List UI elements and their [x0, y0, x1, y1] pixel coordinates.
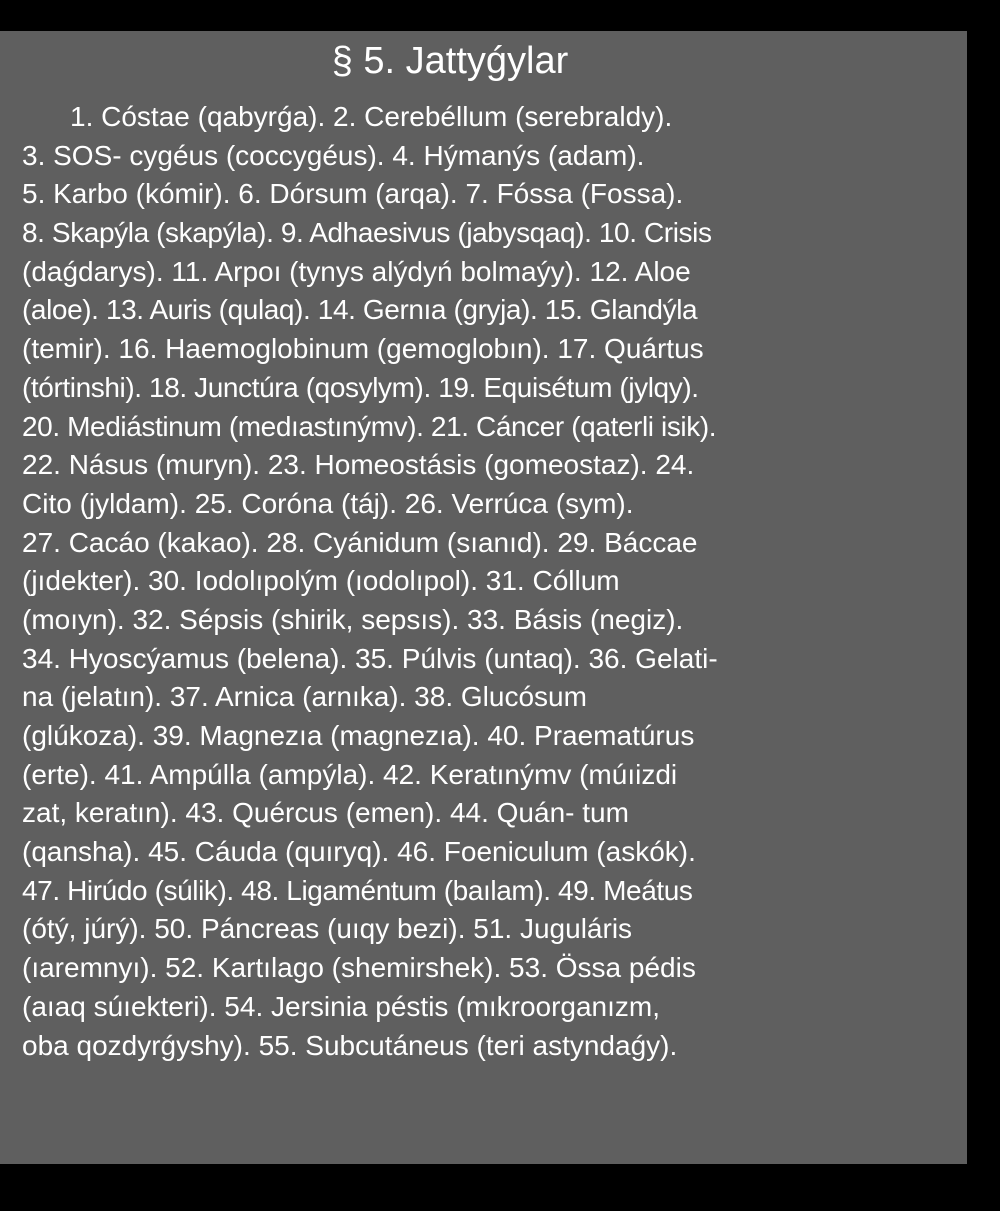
text-line-21: 47. Hirúdo (súlik). 48. Ligaméntum (baılam). 49. Meátus — [22, 874, 693, 906]
text-line-5: (daǵdarys). 11. Arpoı (tynys alýdyń bolmaýy). 12. Aloe — [22, 255, 691, 287]
text-line-1: 1. Cóstae (qabyrǵa). 2. Cerebéllum (serebraldy). — [70, 101, 673, 132]
text-line-15: 34. Hyoscýamus (belena). 35. Púlvis (untaq). 36. Gelati- — [22, 642, 718, 674]
text-line-20: (qansha). 45. Cáuda (quıryq). 46. Foeniculum (askók). — [22, 836, 696, 868]
vocabulary-text — [22, 98, 952, 1065]
text-line-17: (glúkoza). 39. Magnezıa (magnezıa). 40. Praematúrus — [22, 720, 695, 751]
text-line-3: 5. Karbo (kómir). 6. Dórsum (arqa). 7. Fóssa (Fossa). — [22, 178, 684, 210]
text-line-11: Cito (jyldam). 25. Coróna (táj). 26. Verrúca (sym). — [22, 487, 634, 519]
text-line-2: 3. SOS- cygéus (coccygéus). 4. Hýmanýs (adam). — [22, 139, 645, 171]
text-line-22: (ótý, júrý). 50. Páncreas (uıqy bezi). 51. Juguláris — [22, 913, 633, 945]
text-line-9: 20. Mediástinum (medıastınýmv). 21. Cáncer (qaterli isik). — [22, 410, 717, 442]
text-line-7: (temir). 16. Haemoglobinum (gemoglobın). 17. Quártus — [22, 333, 704, 365]
text-line-23: (ıaremnyı). 52. Kartılago (shemirshek). 53. Össa pédis — [22, 952, 696, 984]
text-line-12: 27. Cacáo (kakao). 28. Cyánidum (sıanıd). 29. Báccae — [22, 526, 698, 558]
text-line-16: na (jelatın). 37. Arnica (arnıka). 38. Glucósum — [22, 681, 587, 713]
right-edge-strip — [975, 0, 1000, 1211]
text-line-6: (aloe). 13. Auris (qulaq). 14. Gernıa (gryja). 15. Glandýla — [22, 294, 698, 326]
text-line-10: 22. Násus (muryn). 23. Homeostásis (gomeostaz). 24. — [22, 449, 695, 481]
text-line-19: zat, keratın). 43. Quércus (emen). 44. Quán- tum — [22, 797, 629, 829]
text-line-8: (tórtinshi). 18. Junctúra (qosylym). 19. Equisétum (jylqy). — [22, 371, 699, 403]
text-line-25: oba qozdyrǵyshy). 55. Subcutáneus (teri astyndaǵy). — [22, 1029, 678, 1061]
text-line-18: (erte). 41. Ampúlla (ampýla). 42. Keratınýmv (múıizdi — [22, 758, 678, 790]
text-line-14: (moıyn). 32. Sépsis (shirik, sepsıs). 33. Básis (negiz). — [22, 603, 684, 635]
section-heading: § 5. Jattyǵylar — [331, 40, 569, 82]
text-line-13: (jıdekter). 30. Iodolıpolým (ıodolıpol). 31. Cóllum — [22, 565, 620, 597]
text-line-4: 8. Skapýla (skapýla). 9. Adhaesivus (jabysqaq). 10. Crisis — [22, 217, 712, 249]
text-line-24: (aıaq súıekteri). 54. Jersinia péstis (mıkroorganızm, — [22, 990, 661, 1022]
